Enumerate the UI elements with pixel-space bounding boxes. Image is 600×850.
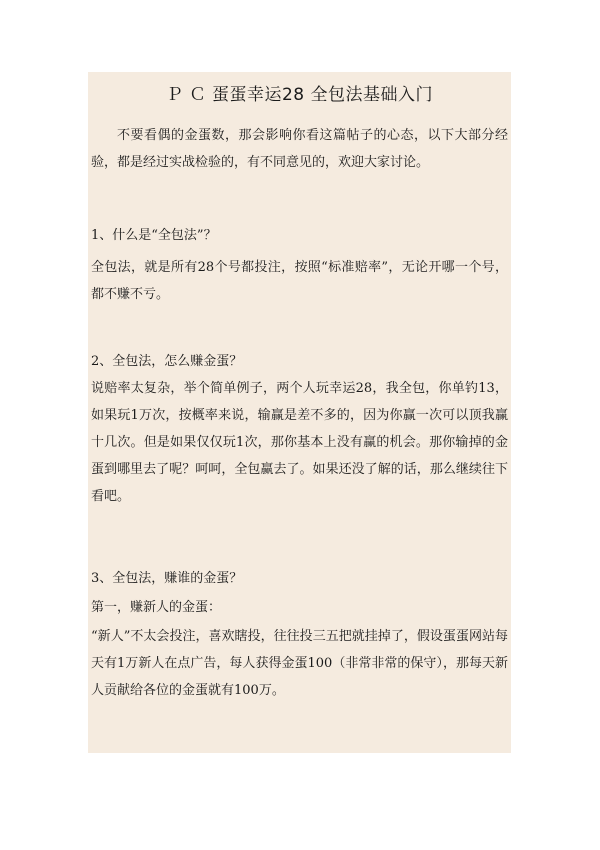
document-page — [88, 72, 511, 753]
section-2-heading: 2、全包法，怎么赚金蛋？ — [91, 354, 243, 369]
section-2-paragraph: 说赔率太复杂，举个简单例子，两个人玩幸运28，我全包，你单钓13，如果玩1万次，按概率来说，输赢是差不多的，因为你赢一次可以顶我赢十几次。但是如果仅仅玩1次，那你基本上没有赢的机会。那你输掉的金蛋到哪里去了呢？呵呵，全包赢去了。如果还没了解的话，那么继续往下看吧。 — [91, 381, 508, 504]
section-1-heading: 1、什么是“全包法”？ — [91, 228, 217, 243]
section-3-paragraph-2: “新人”不太会投注，喜欢瞎投，往往投三五把就挂掉了，假设蛋蛋网站每天有1万新人在点广告，每人获得金蛋100（非常非常的保守），那每天新人贡献给各位的金蛋就有100万。 — [91, 629, 508, 698]
section-3-heading: 3、全包法，赚谁的金蛋？ — [91, 571, 243, 586]
document-title — [88, 80, 511, 105]
title-prefix: ＰＣ — [165, 85, 212, 105]
title-text: 蛋蛋幸运28 全包法基础入门 — [211, 85, 434, 105]
section-1-paragraph: 全包法，就是所有28个号都投注，按照“标准赔率”，无论开哪一个号，都不赚不亏。 — [91, 260, 508, 302]
section-3-paragraph-1: 第一，赚新人的金蛋： — [91, 600, 222, 615]
intro-paragraph: 不要看偶的金蛋数，那会影响你看这篇帖子的心态，以下大部分经验，都是经过实战检验的，有不同意见的，欢迎大家讨论。 — [91, 128, 508, 170]
